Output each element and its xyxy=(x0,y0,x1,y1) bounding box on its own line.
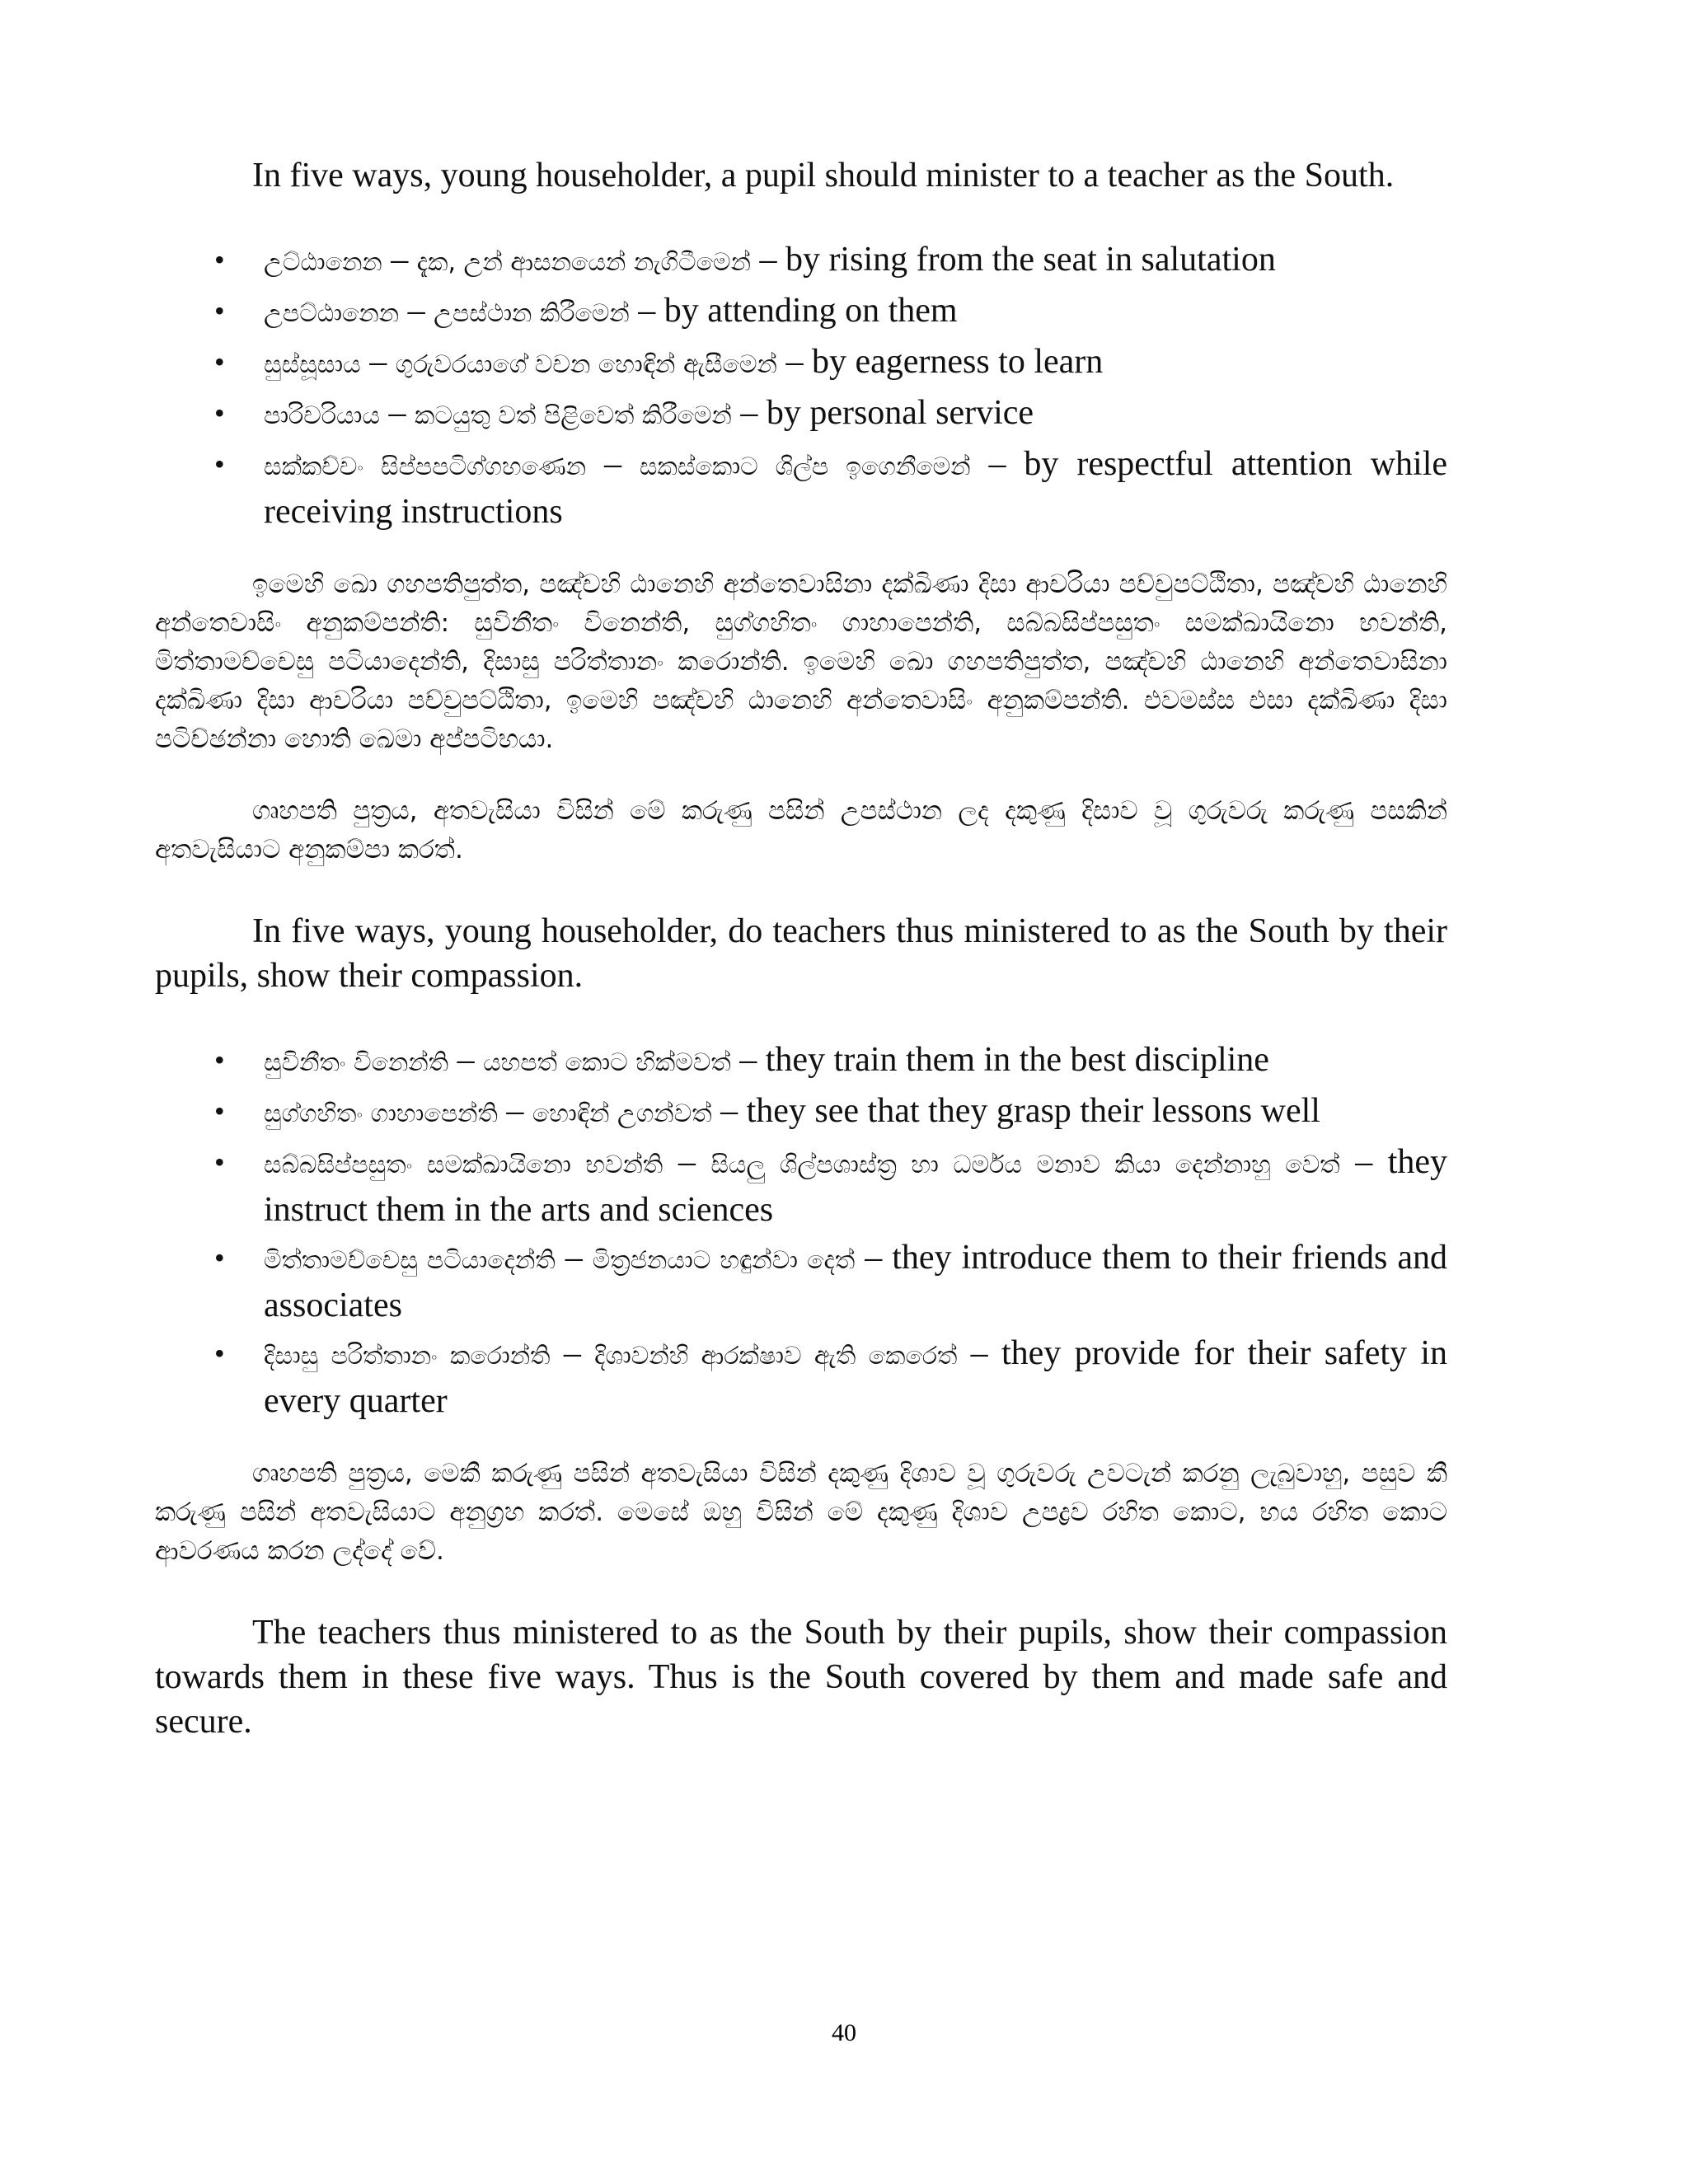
english-gloss: they see that they grasp their lessons well xyxy=(746,1092,1320,1130)
sinhala-gloss: දැක, උන් ආසනයෙන් නැගිටීමෙන් xyxy=(416,248,751,277)
pali-term: සුවිනීතං විනෙන්ති xyxy=(264,1048,449,1077)
sinhala-gloss: ගුරුවරයාගේ වචන හොඳින් ඇසීමෙන් xyxy=(395,350,777,379)
bullet-icon: • xyxy=(214,243,225,276)
sinhala-gloss: දිශාවන්හි ආරක්ෂාව ඇති කෙරෙත් xyxy=(594,1342,958,1371)
bullet-icon: • xyxy=(214,1241,225,1274)
english-gloss: by personal service xyxy=(766,394,1034,432)
pali-term: උට්ඨානෙන xyxy=(264,248,382,277)
page-content xyxy=(155,153,1447,1744)
bullet-icon: • xyxy=(214,1094,225,1127)
list-item: • සුග්ගහිතං ගාහාපෙන්ති – හොඳින් උගන්වත් – they see that they grasp their lessons well xyxy=(214,1089,1447,1137)
page-number: 40 xyxy=(832,2019,856,2046)
sinhala-gloss: හොඳින් උගන්වත් xyxy=(532,1099,712,1128)
bullet-icon: • xyxy=(214,345,225,378)
sinhala-gloss: උපස්ථාන කිරීමෙන් xyxy=(434,299,630,328)
pali-term: සබ්බසිප්පසුතං සමක්ඛායිනො භවන්ති xyxy=(264,1151,663,1179)
english-gloss: they train them in the best discipline xyxy=(765,1041,1269,1079)
list-item: • මිත්තාමච්චෙසු පටියාදෙන්ති – මිත්‍රජනයාට හඳුන්වා දෙත් – they introduce them to their friends and associates xyxy=(214,1235,1447,1328)
sinhala-gloss: සකස්කොට ශිල්ප ඉගෙනීමෙන් xyxy=(639,452,971,481)
pali-term: දිසාසු පරිත්තානං කරොන්ති xyxy=(264,1342,551,1371)
sinhala-gloss: මිත්‍රජනයාට හඳුන්වා දෙත් xyxy=(592,1246,856,1275)
pali-term: උපට්ඨානෙන xyxy=(264,299,400,328)
intro-paragraph-1: In five ways, young householder, a pupil should minister to a teacher as the South. xyxy=(252,157,1395,194)
pali-term: සක්කච්චං සිප්පපටිග්ගහණෙන xyxy=(264,452,587,481)
list-item: • සුවිනීතං විනෙන්ති – යහපත් කොට හික්මවත් – they train them in the best discipline xyxy=(214,1038,1447,1085)
sinhala-paragraph-1: ගෘහපති පුත්‍රය, අතවැසියා විසින් මේ කරුණු පසින් උපස්ථාන ලද දකුණු දිසාව වූ ගුරුවරු කරුණු පසකින් අතවැසියාට අනුකම්පා කරත්. xyxy=(155,796,1447,865)
pali-paragraph: ඉමෙහි ඛො ගහපතිපුත්ත, පඤ්චහි ඨානෙහි අන්තෙවාසිනා දක්ඛිණා දිසා ආචරියා පච්චුපට්ඨිතා, පඤ්චහි ඨානෙහි අන්තෙවාසිං අනුකම්පන්ති: සුවිනීතං විනෙන්ති, සුග්ගහිතං ගාහාපෙන්ති, සබ්බසිප්පසුතං සමක්ඛායිනො භවන්ති, මිත්තාමච්චෙසු පටියාදෙන්ති, දිසාසු පරිත්තානං කරොන්ති. ඉමෙහි ඛො ගහපතිපුත්ත, පඤ්චහි ඨානෙහි අන්තෙවාසිනා දක්ඛිණා දිසා ආචරියා පච්චුපට්ඨිතා, ඉමෙහි පඤ්චහි ඨානෙහි අන්තෙවාසිං අනුකම්පන්ති. එවමස්ස එසා දක්ඛිණා දිසා පටිච්ඡන්නා හොති ඛෙමා අප්පටිභයා. xyxy=(155,569,1447,754)
english-gloss: by eagerness to learn xyxy=(811,343,1104,381)
english-gloss: they instruct them in the arts and sciences xyxy=(264,1143,1448,1229)
english-gloss: they introduce them to their friends and associates xyxy=(264,1239,1447,1324)
bullet-list-2 xyxy=(155,1038,1447,1423)
list-item: • දිසාසු පරිත්තානං කරොන්ති – දිශාවන්හි ආරක්ෂාව ඇති කෙරෙත් – they provide for their safety in every quarter xyxy=(214,1331,1447,1423)
bullet-icon: • xyxy=(214,396,225,429)
list-item: • උට්ඨානෙන – දැක, උන් ආසනයෙන් නැගිටීමෙන් – by rising from the seat in salutation xyxy=(214,237,1447,285)
pali-term: සුග්ගහිතං ගාහාපෙන්ති xyxy=(264,1099,498,1128)
pali-term: සුස්සූසාය xyxy=(264,350,361,379)
bullet-icon: • xyxy=(214,1337,225,1370)
list-item: • සුස්සූසාය – ගුරුවරයාගේ වචන හොඳින් ඇසීමෙන් – by eagerness to learn xyxy=(214,340,1447,387)
sinhala-gloss: සියලු ශිල්පශාස්ත්‍ර හා ධර්මය මනාව කියා දෙන්නාහු වෙත් xyxy=(710,1151,1340,1179)
list-item: • සක්කච්චං සිප්පපටිග්ගහණෙන – සකස්කොට ශිල්ප ඉගෙනීමෙන් – by respectful attention while receiving instructions xyxy=(214,442,1447,534)
pali-term: මිත්තාමච්චෙසු පටියාදෙන්ති xyxy=(264,1246,556,1275)
english-gloss: by attending on them xyxy=(663,292,958,330)
pali-term: පාරිචරියාය xyxy=(264,401,380,430)
bullet-icon: • xyxy=(214,294,225,327)
english-gloss: by respectful attention while receiving instructions xyxy=(264,445,1448,531)
bullet-icon: • xyxy=(214,1043,225,1076)
sinhala-paragraph-2: ගෘහපති පුත්‍රය, මෙකී කරුණු පසින් අතවැසියා විසින් දකුණු දිශාව වූ ගුරුවරු උවටැන් කරනු ලැබුවාහු, පසුව කී කරුණු පසින් අතවැසියාට අනුග්‍රහ කරත්. මෙසේ ඔහු විසින් මේ දකුණු දිශාව උපද්‍රව රහිත කොට, භය රහිත කොට ආවරණය කරන ලද්දේ වේ. xyxy=(155,1459,1447,1566)
closing-paragraph: The teachers thus ministered to as the South by their pupils, show their compassion towards them in these five ways. Thus is the South covered by them and made safe and secure. xyxy=(155,1614,1447,1741)
english-gloss: by rising from the seat in salutation xyxy=(785,241,1276,279)
list-item: • සබ්බසිප්පසුතං සමක්ඛායිනො භවන්ති – සියලු ශිල්පශාස්ත්‍ර හා ධර්මය මනාව කියා දෙන්නාහු වෙත් – they instruct them in the arts and sciences xyxy=(214,1140,1447,1232)
bullet-icon: • xyxy=(214,1146,225,1179)
sinhala-gloss: යහපත් කොට හික්මවත් xyxy=(483,1048,731,1077)
intro-paragraph-2: In five ways, young householder, do teachers thus ministered to as the South by their pupils, show their compassion. xyxy=(155,912,1447,995)
english-gloss: they provide for their safety in every quarter xyxy=(264,1334,1448,1420)
sinhala-gloss: කටයුතු වත් පිළිවෙත් කිරීමෙන් xyxy=(415,401,732,430)
bullet-icon: • xyxy=(214,448,225,480)
list-item: • පාරිචරියාය – කටයුතු වත් පිළිවෙත් කිරීමෙන් – by personal service xyxy=(214,391,1447,438)
bullet-list-1 xyxy=(155,237,1447,534)
list-item: • උපට්ඨානෙන – උපස්ථාන කිරීමෙන් – by attending on them xyxy=(214,288,1447,336)
